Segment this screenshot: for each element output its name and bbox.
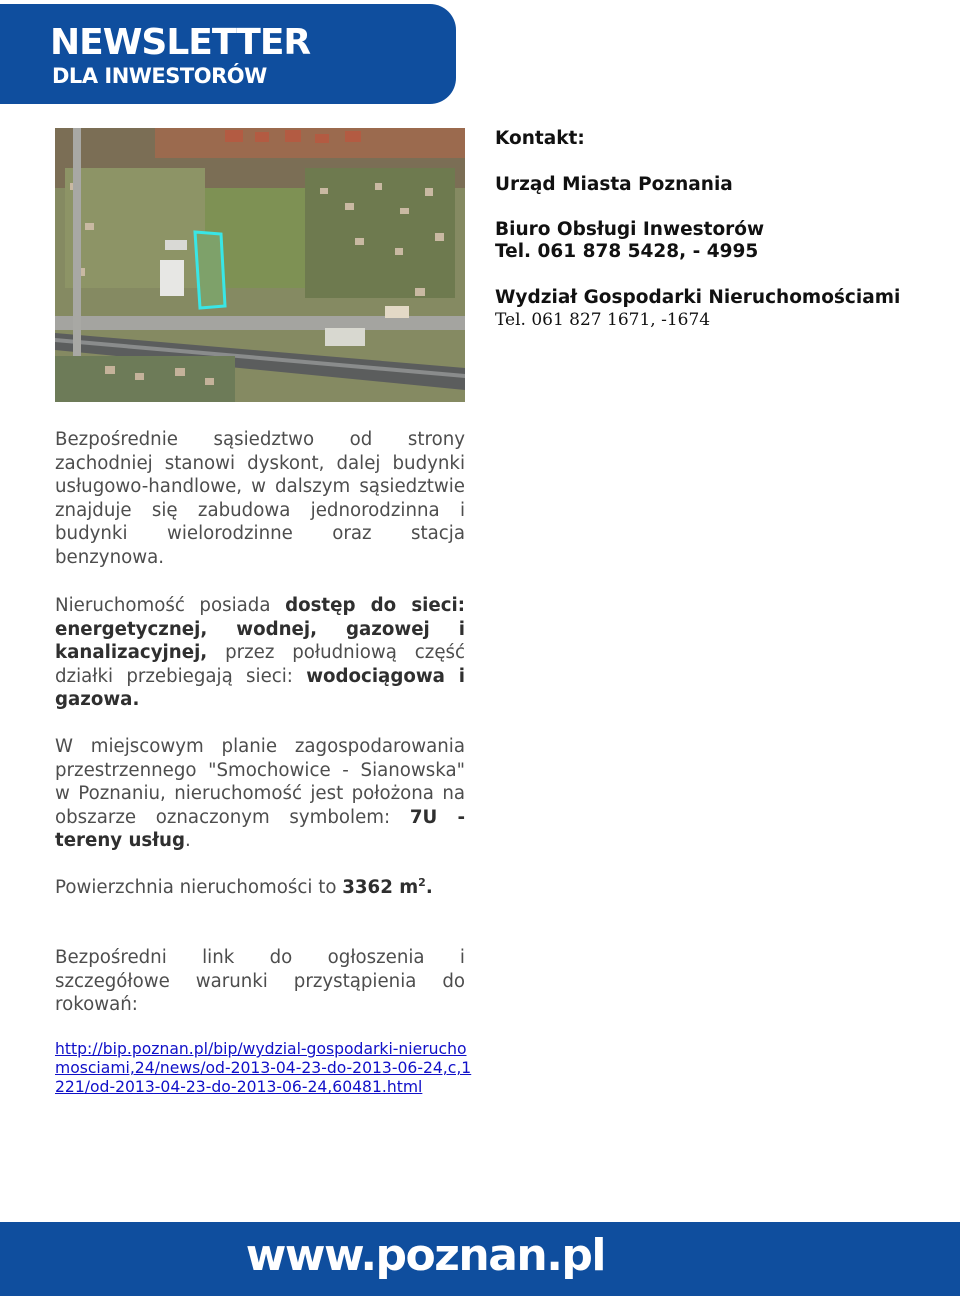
announcement-link[interactable]: http://bip.poznan.pl/bip/wydzial-gospodarki-nieruchomosciami,24/news/od-2013-04-23-do-2013-06-24,c,1221/od-2013-04-23-do-2013-06-24,60481.html [55, 1040, 472, 1097]
area-value-bold [342, 877, 432, 898]
contact-department: Wydział Gospodarki Nieruchomościami [495, 287, 901, 308]
contact-organization: Urząd Miasta Poznania [495, 174, 733, 195]
area-period: . [425, 877, 433, 898]
contact-department-phone: Tel. 061 827 1671, -1674 [495, 310, 711, 330]
footer-website: www.poznan.pl [245, 1230, 605, 1281]
plan-symbol-bold: 7U - tereny usług [55, 806, 466, 851]
aerial-photo [55, 128, 465, 402]
plan-text-3: . [184, 830, 191, 851]
newsletter-header-banner [0, 4, 456, 104]
area-unit-superscript: 2 [418, 875, 426, 889]
utilities-text-1: Nieruchomość posiada [55, 595, 286, 616]
contact-office: Biuro Obsługi Inwestorów [495, 219, 765, 240]
plan-text-1: W miejscowym planie zagospodarowania przestrzennego "Smochowice - Sianowska" w Poznaniu, nieruchomość jest położona na obszarze oznaczonym symbolem: [55, 736, 465, 828]
newsletter-subtitle: DLA INWESTORÓW [52, 64, 267, 88]
area-text-1: Powierzchnia nieruchomości to [55, 877, 343, 898]
utilities-paragraph [55, 594, 465, 712]
zoning-plan-paragraph [55, 735, 465, 853]
area-paragraph [55, 876, 465, 900]
link-intro-paragraph: Bezpośredni link do ogłoszenia i szczegółowe warunki przystąpienia do rokowań: [55, 947, 465, 1015]
area-value: 3362 m [342, 877, 419, 898]
newsletter-title: NEWSLETTER [50, 22, 311, 63]
utilities-networks-bold: dostęp do sieci: energetycznej, wodnej, gazowej i kanalizacyjnej, [55, 595, 465, 663]
contact-heading: Kontakt: [495, 128, 585, 149]
utilities-pipes-bold: wodociągowa i gazowa. [55, 665, 465, 710]
footer-banner [0, 1222, 960, 1296]
neighborhood-paragraph: Bezpośrednie sąsiedztwo od strony zachodniej stanowi dyskont, dalej budynki usługowo-handlowe, w dalszym sąsiedztwie znajduje się zabudowa jednorodzinna i budynki wielorodzinne oraz stacja benzynowa. [55, 429, 465, 568]
contact-office-phone: Tel. 061 878 5428, - 4995 [495, 241, 759, 262]
utilities-text-3: przez południową część działki przebiegają sieci: [55, 642, 465, 687]
